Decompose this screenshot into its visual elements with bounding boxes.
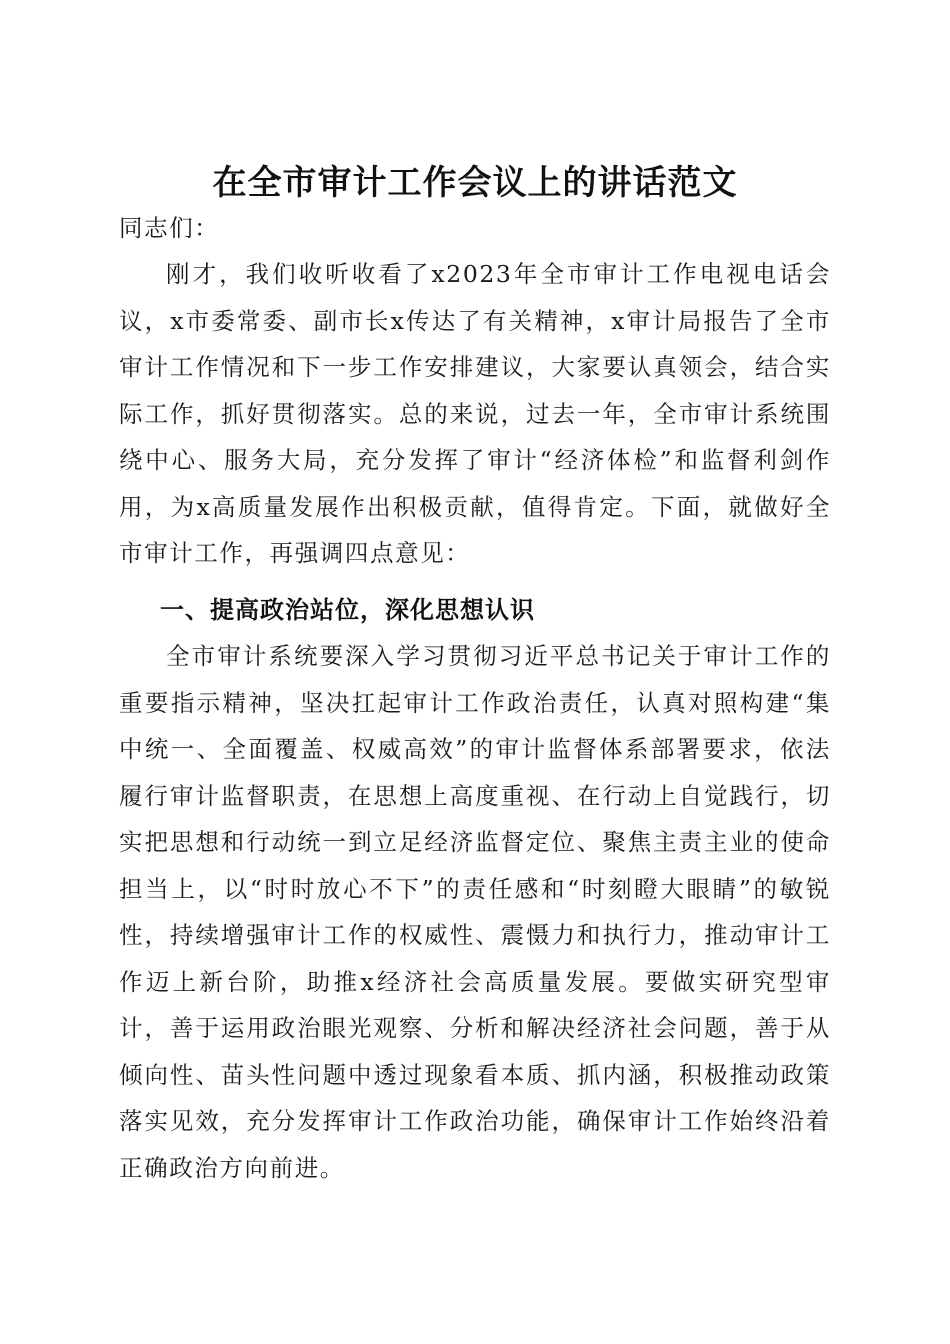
section-heading-1: 一、提高政治站位，深化思想认识 <box>160 596 535 624</box>
paragraph-intro: 刚才，我们收听收看了x2023年全市审计工作电视电话会议，x市委常委、副市长x传达了有关精神，x审计局报告了全市审计工作情况和下一步工作安排建议，大家要认真领会，结合实际工作，抓好贯彻落实。总的来说，过去一年，全市审计系统围绕中心、服务大局，充分发挥了审计“经济体检”和监督利剑作用，为x高质量发展作出积极贡献，值得肯定。下面，就做好全市审计工作，再强调四点意见： <box>119 260 831 567</box>
salutation: 同志们： <box>119 214 220 242</box>
document-title: 在全市审计工作会议上的讲话范文 <box>212 162 738 203</box>
paragraph-section-1: 全市审计系统要深入学习贯彻习近平总书记关于审计工作的重要指示精神，坚决扛起审计工作政治责任，认真对照构建“集中统一、全面覆盖、权威高效”的审计监督体系部署要求，依法履行审计监督职责，在思想上高度重视、在行动上自觉践行，切实把思想和行动统一到立足经济监督定位、聚焦主责主业的使命担当上，以“时时放心不下”的责任感和“时刻瞪大眼睛”的敏锐性，持续增强审计工作的权威性、震慑力和执行力，推动审计工作迈上新台阶，助推x经济社会高质量发展。要做实研究型审计，善于运用政治眼光观察、分析和解决经济社会问题，善于从倾向性、苗头性问题中透过现象看本质、抓内涵，积极推动政策落实见效，充分发挥审计工作政治功能，确保审计工作始终沿着正确政治方向前进。 <box>119 642 831 1182</box>
